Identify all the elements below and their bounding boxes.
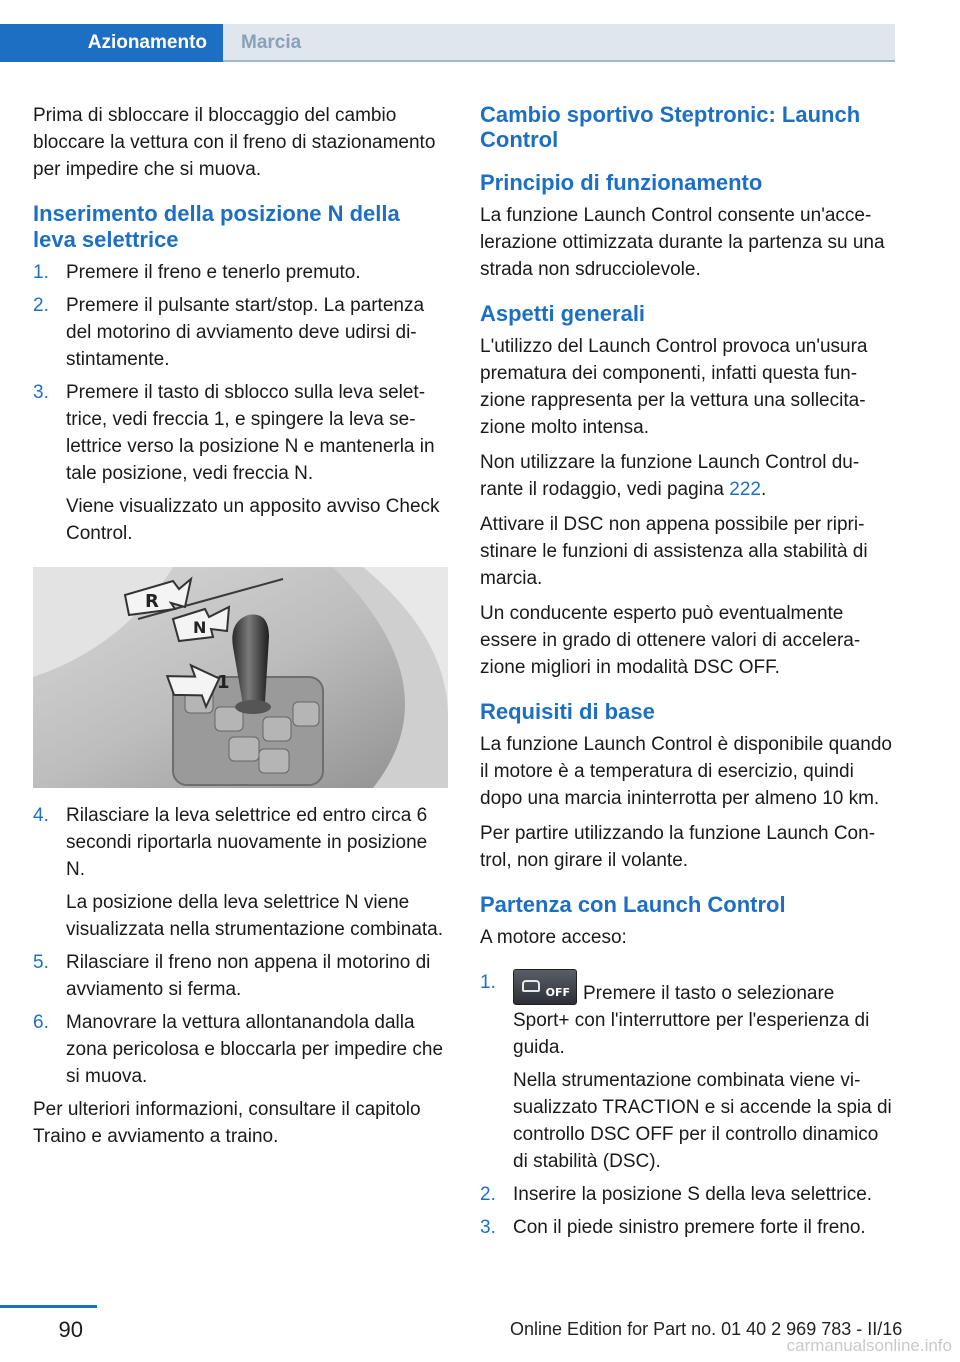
general-paragraph-3: Attivare il DSC non appena possibile per ripristinare le funzioni di assistenza alla stabilità di marcia. <box>480 514 868 589</box>
launch-steps-list <box>480 969 895 1241</box>
requirements-paragraph-1: La funzione Launch Control è disponibile quando il motore è a temperatura di esercizio, quindi dopo una marcia ininterrotta per almeno 10 km. <box>480 734 892 809</box>
selector-lever-photo <box>33 567 448 788</box>
tab-marcia[interactable]: Marcia <box>223 24 895 62</box>
step-text: Con il piede sinistro premere forte il freno. <box>513 1217 866 1238</box>
step-number: 4. <box>33 805 49 826</box>
general-paragraph-1: L'utilizzo del Launch Control provoca un'usura prematura dei componenti, infatti questa funzione rappresenta per la vettura una sollecitazione molto intensa. <box>480 336 868 438</box>
intro-paragraph: Prima di sbloccare il bloccaggio del cambio bloccare la vettura con il freno di stazionamento per impedire che si muova. <box>33 105 436 180</box>
general-paragraph-2-text: Non utilizzare la funzione Launch Control durante il rodaggio, vedi pagina <box>480 452 860 500</box>
page-link-222[interactable]: 222 <box>729 479 761 500</box>
list-item <box>480 969 895 1175</box>
watermark: carmanualsonline.info <box>786 1336 952 1355</box>
general-paragraph-2-end: . <box>761 479 767 500</box>
list-item <box>480 1181 895 1208</box>
launch-control-title: Cambio sportivo Steptronic: Launch Control <box>480 102 861 152</box>
section-heading-general: Aspetti generali <box>480 301 646 326</box>
arrow-label-r: R <box>145 591 159 612</box>
section-heading-principle: Principio di funzionamento <box>480 170 763 195</box>
list-item <box>33 292 448 373</box>
requirements-paragraph-2: Per partire utilizzando la funzione Launch Control, non girare il volante. <box>480 823 876 871</box>
step-number: 1. <box>480 972 496 993</box>
step-text: Inserire la posizione S della leva selettrice. <box>513 1184 873 1205</box>
section-heading-requirements: Requisiti di base <box>480 699 655 724</box>
step-number: 1. <box>33 262 49 283</box>
principle-paragraph: La funzione Launch Control consente un'accelerazione ottimizzata durante la partenza su una strada non sdrucciolevole. <box>480 205 885 280</box>
list-item <box>33 802 448 943</box>
list-item <box>33 259 448 286</box>
section-heading-n-position: Inserimento della posizione N della leva selettrice <box>33 201 400 252</box>
step-number: 5. <box>33 952 49 973</box>
steps-list-a <box>33 259 448 547</box>
step-text: Manovrare la vettura allontanandola dalla zona pericolosa e bloccarla per impedire che si muova. <box>66 1012 444 1087</box>
list-item <box>480 1214 895 1241</box>
general-paragraph-2 <box>480 449 895 503</box>
launch-intro: A motore acceso: <box>480 927 627 948</box>
dsc-off-button-icon <box>513 969 577 1005</box>
arrow-label-n: N <box>193 618 207 637</box>
step-text: Rilasciare il freno non appena il motorino di avviamento si ferma. <box>66 952 431 1000</box>
right-column <box>480 102 895 1247</box>
step-number: 2. <box>33 295 49 316</box>
step-note: Nella strumentazione combinata viene visualizzato TRACTION e si accende la spia di controllo DSC OFF per il controllo dinamico di stabilità (DSC). <box>513 1070 892 1172</box>
arrow-label-1: 1 <box>217 672 230 693</box>
step-number: 6. <box>33 1012 49 1033</box>
footer-rule <box>0 1305 97 1308</box>
steps-list-b <box>33 802 448 1090</box>
step-text: Rilasciare la leva selettrice ed entro circa 6 secondi riportarla nuovamente in posizione N. <box>66 805 428 880</box>
step-text: Premere il pulsante start/stop. La partenza del motorino di avviamento deve udirsi distintamente. <box>66 295 425 370</box>
off-label: OFF <box>545 986 570 999</box>
step-note: La posizione della leva selettrice N viene visualizzata nella strumentazione combinata. <box>66 892 444 940</box>
step-text: Premere il tasto di sblocco sulla leva selettrice, vedi freccia 1, e spingere la leva selettrice verso la posizione N e mantenerla in tale posizione, vedi freccia N. <box>66 382 435 484</box>
page-number: 90 <box>58 1317 83 1342</box>
left-column <box>33 102 448 1158</box>
step-number: 3. <box>480 1217 496 1238</box>
section-heading-launch: Partenza con Launch Control <box>480 892 786 917</box>
list-item <box>33 949 448 1003</box>
edition-note: Online Edition for Part no. 01 40 2 969 783 - II/16 <box>510 1319 903 1339</box>
step-number: 2. <box>480 1184 496 1205</box>
top-navigation <box>0 0 960 62</box>
step-text: Premere il freno e tenerlo premuto. <box>66 262 361 283</box>
step-text: Premere il tasto o selezionare Sport+ con l'interruttore per l'esperienza di guida. <box>513 983 870 1058</box>
list-item <box>33 1009 448 1090</box>
step-note: Viene visualizzato un apposito avviso Check Control. <box>66 496 440 544</box>
car-skid-icon <box>522 980 540 992</box>
list-item <box>33 379 448 547</box>
tab-underline <box>223 60 895 62</box>
general-paragraph-4: Un conducente esperto può eventualmente essere in grado di ottenere valori di accelerazione migliori in modalità DSC OFF. <box>480 603 861 678</box>
tab-azionamento[interactable]: Azionamento <box>0 24 223 62</box>
step-number: 3. <box>33 382 49 403</box>
outro-paragraph: Per ulteriori informazioni, consultare il capitolo Traino e avviamento a traino. <box>33 1099 421 1147</box>
